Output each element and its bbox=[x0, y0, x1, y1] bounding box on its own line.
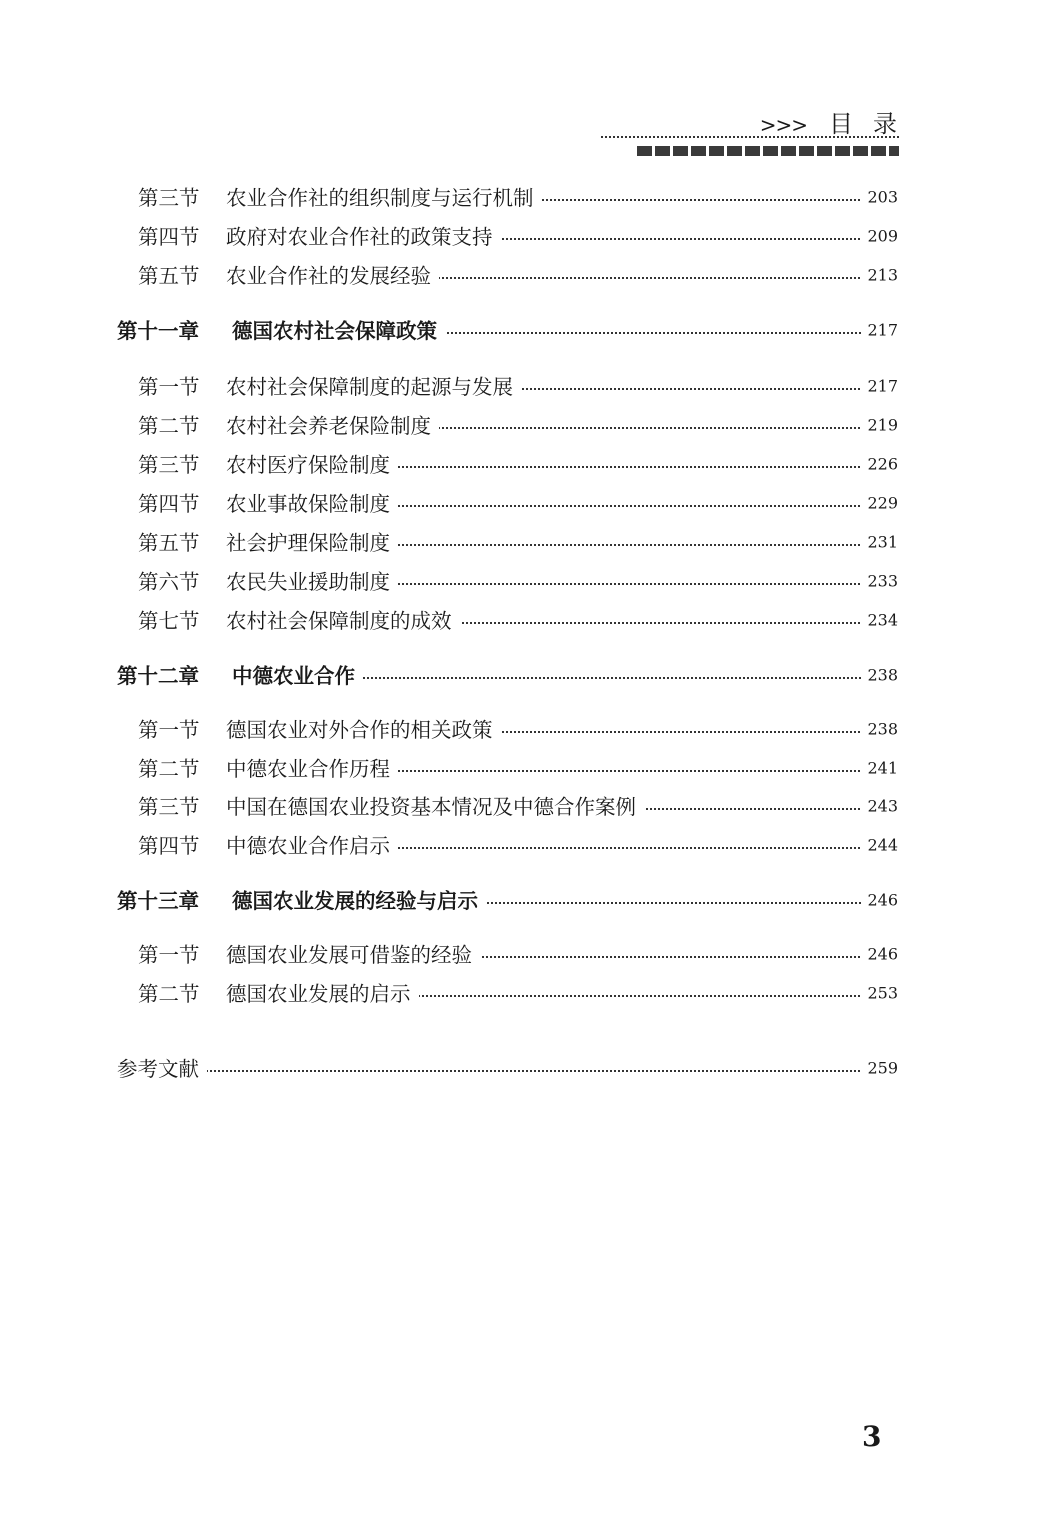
toc-entry-title: 德国农业发展的经验与启示 bbox=[232, 884, 486, 914]
toc-entry-label: 第五节 bbox=[138, 264, 200, 288]
toc-entry-label: 第三节 bbox=[138, 795, 200, 819]
toc-entry-label: 第四节 bbox=[138, 225, 200, 249]
header-arrows: >>> bbox=[759, 113, 807, 137]
toc-section-entry bbox=[0, 976, 1039, 1008]
toc-section-entry bbox=[0, 525, 1039, 557]
toc-entry-label: 第二节 bbox=[138, 414, 200, 438]
toc-entry-label: 第五节 bbox=[138, 531, 200, 555]
toc-entry-label: 第二节 bbox=[138, 982, 200, 1006]
toc-entry-title: 农民失业援助制度 bbox=[226, 565, 398, 595]
toc-entry-page: 234 bbox=[861, 610, 898, 629]
toc-entry-page: 229 bbox=[861, 493, 898, 512]
toc-entry-page: 253 bbox=[861, 983, 898, 1002]
toc-section-entry bbox=[0, 180, 1039, 212]
toc-dot-leader bbox=[117, 1070, 864, 1072]
header-title-char-1: 目 bbox=[829, 110, 855, 138]
toc-entry-label: 第三节 bbox=[138, 453, 200, 477]
toc-entry-title: 参考文献 bbox=[117, 1052, 207, 1082]
toc-entry-title: 社会护理保险制度 bbox=[226, 526, 398, 556]
toc-entry-page: 231 bbox=[861, 532, 898, 551]
toc-entry-title: 德国农业对外合作的相关政策 bbox=[226, 713, 501, 743]
toc-section-entry bbox=[0, 603, 1039, 635]
header-title-char-2: 录 bbox=[873, 110, 899, 138]
toc-section-entry bbox=[0, 751, 1039, 783]
toc-entry-label: 第一节 bbox=[138, 375, 200, 399]
toc-entry-label: 第六节 bbox=[138, 570, 200, 594]
toc-entry-page: 217 bbox=[861, 320, 898, 339]
toc-entry-title: 农业合作社的组织制度与运行机制 bbox=[226, 181, 542, 211]
toc-entry-page: 217 bbox=[861, 376, 898, 395]
toc-entry-title: 农业事故保险制度 bbox=[226, 487, 398, 517]
toc-entry-page: 244 bbox=[861, 835, 898, 854]
toc-section-entry bbox=[0, 258, 1039, 290]
toc-entry-label: 第三节 bbox=[138, 186, 200, 210]
toc-entry-title: 农村社会养老保险制度 bbox=[226, 409, 439, 439]
running-header bbox=[760, 104, 899, 139]
toc-section-entry bbox=[0, 937, 1039, 969]
toc-entry-label: 第十一章 bbox=[117, 319, 199, 343]
toc-chapter-entry bbox=[0, 883, 1039, 915]
toc-section-entry bbox=[0, 369, 1039, 401]
toc-entry-page: 241 bbox=[861, 758, 898, 777]
toc-entry-title: 中德农业合作启示 bbox=[226, 829, 398, 859]
header-dotted-rule bbox=[601, 136, 899, 138]
toc-entry-label: 第七节 bbox=[138, 609, 200, 633]
toc-section-entry bbox=[0, 789, 1039, 821]
toc-reference-entry bbox=[0, 1051, 1039, 1083]
toc-entry-page: 219 bbox=[861, 415, 898, 434]
toc-entry-title: 中德农业合作历程 bbox=[226, 752, 398, 782]
toc-entry-label: 第一节 bbox=[138, 718, 200, 742]
toc-entry-title: 农村社会保障制度的成效 bbox=[226, 604, 460, 634]
toc-entry-title: 德国农业发展的启示 bbox=[226, 977, 419, 1007]
toc-entry-page: 209 bbox=[861, 226, 898, 245]
toc-entry-title: 德国农业发展可借鉴的经验 bbox=[226, 938, 480, 968]
toc-entry-label: 第十二章 bbox=[117, 664, 199, 688]
toc-entry-label: 第一节 bbox=[138, 943, 200, 967]
toc-entry-page: 243 bbox=[861, 796, 898, 815]
toc-entry-title: 德国农村社会保障政策 bbox=[232, 314, 445, 344]
toc-entry-page: 213 bbox=[861, 265, 898, 284]
toc-section-entry bbox=[0, 712, 1039, 744]
toc-section-entry bbox=[0, 219, 1039, 251]
toc-entry-page: 238 bbox=[861, 665, 898, 684]
toc-entry-label: 第四节 bbox=[138, 834, 200, 858]
toc-section-entry bbox=[0, 447, 1039, 479]
toc-chapter-entry bbox=[0, 658, 1039, 690]
toc-section-entry bbox=[0, 486, 1039, 518]
toc-section-entry bbox=[0, 408, 1039, 440]
toc-entry-label: 第四节 bbox=[138, 492, 200, 516]
toc-chapter-entry bbox=[0, 313, 1039, 345]
toc-entry-page: 246 bbox=[861, 944, 898, 963]
toc-entry-title: 中德农业合作 bbox=[232, 659, 363, 689]
toc-entry-page: 226 bbox=[861, 454, 898, 473]
toc-entry-label: 第十三章 bbox=[117, 889, 199, 913]
header-decorative-bar bbox=[637, 146, 899, 156]
toc-entry-title: 农村医疗保险制度 bbox=[226, 448, 398, 478]
toc-entry-page: 203 bbox=[861, 187, 898, 206]
page-number: 3 bbox=[862, 1420, 882, 1453]
toc-section-entry bbox=[0, 828, 1039, 860]
toc-entry-page: 246 bbox=[861, 890, 898, 909]
toc-entry-title: 中国在德国农业投资基本情况及中德合作案例 bbox=[226, 790, 644, 820]
toc-entry-title: 农村社会保障制度的起源与发展 bbox=[226, 370, 521, 400]
toc-entry-title: 农业合作社的发展经验 bbox=[226, 259, 439, 289]
toc-entry-page: 238 bbox=[861, 719, 898, 738]
toc-entry-title: 政府对农业合作社的政策支持 bbox=[226, 220, 501, 250]
toc-entry-page: 233 bbox=[861, 571, 898, 590]
toc-entry-page: 259 bbox=[861, 1058, 898, 1077]
toc-entry-label: 第二节 bbox=[138, 757, 200, 781]
toc-section-entry bbox=[0, 564, 1039, 596]
